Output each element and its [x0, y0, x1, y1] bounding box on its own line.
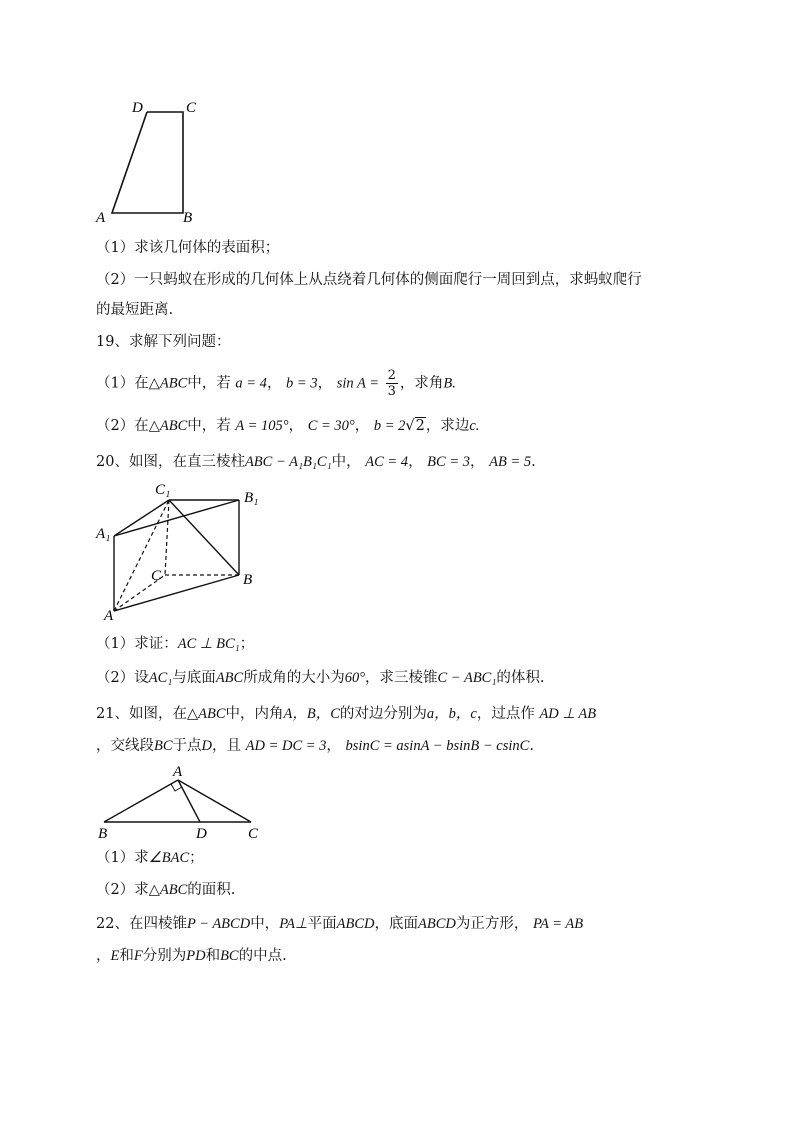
label-C: C	[248, 826, 259, 842]
q21-part1: （1）求∠BAC；	[96, 850, 204, 866]
label-C1: C₁	[155, 482, 171, 498]
q18-part2-cont: 的最短距离.	[96, 302, 174, 318]
q21-heading-cont: ，交线段BC于点D，且 AD = DC = 3， bsinC = asinA − bsinB − csinC.	[96, 738, 534, 754]
label-C: C	[186, 100, 197, 116]
q19-part2: （2）在△ABC中，若 A = 105°， C = 30°， b = 2√2，求边c.	[96, 418, 480, 434]
label-B1: B₁	[244, 490, 259, 506]
label-D: D	[196, 826, 207, 842]
label-A: A	[104, 608, 114, 624]
q21-heading: 21、如图，在△ABC中，内角A，B，C的对边分别为a，b，c，过点作 AD ⊥ AB	[96, 706, 597, 722]
q20-part2: （2）设AC₁与底面ABC所成角的大小为60°，求三棱锥C − ABC₁的体积.	[96, 670, 545, 686]
q22-heading-cont: ，E和F分别为PD和BC的中点.	[96, 948, 287, 964]
label-D: D	[132, 100, 143, 116]
label-C: C	[151, 568, 162, 584]
label-A: A	[96, 210, 106, 226]
q20-heading: 20、如图，在直三棱柱ABC − A₁B₁C₁中， AC = 4， BC = 3， AB = 5.	[96, 454, 536, 470]
label-A1: A₁	[96, 526, 111, 542]
q22-heading: 22、在四棱锥P − ABCD中，PA⊥平面ABCD，底面ABCD为正方形， PA = AB	[96, 916, 584, 932]
label-B: B	[243, 572, 253, 588]
label-B: B	[98, 826, 108, 842]
figure-21-triangle	[90, 762, 275, 844]
q21-part2: （2）求△ABC的面积.	[96, 882, 236, 898]
q18-part1: （1）求该几何体的表面积；	[96, 240, 280, 256]
figure-18-trapezoid	[90, 92, 220, 227]
q20-part1: （1）求证：AC ⊥ BC₁；	[96, 636, 255, 652]
q19-part1: （1）在△ABC中，若 a = 4， b = 3， sin A = $\frac{2}{3}$ ，求角B.	[96, 368, 456, 399]
q18-part2: （2）一只蚂蚁在形成的几何体上从点绕着几何体的侧面爬行一周回到点，求蚂蚁爬行	[96, 272, 642, 288]
label-B: B	[183, 210, 193, 226]
q19-heading: 19、求解下列问题：	[96, 334, 231, 350]
fraction-2-3: $\frac{2}{3}$	[387, 368, 396, 399]
figure-20-prism	[92, 480, 267, 625]
label-A: A	[173, 764, 183, 780]
